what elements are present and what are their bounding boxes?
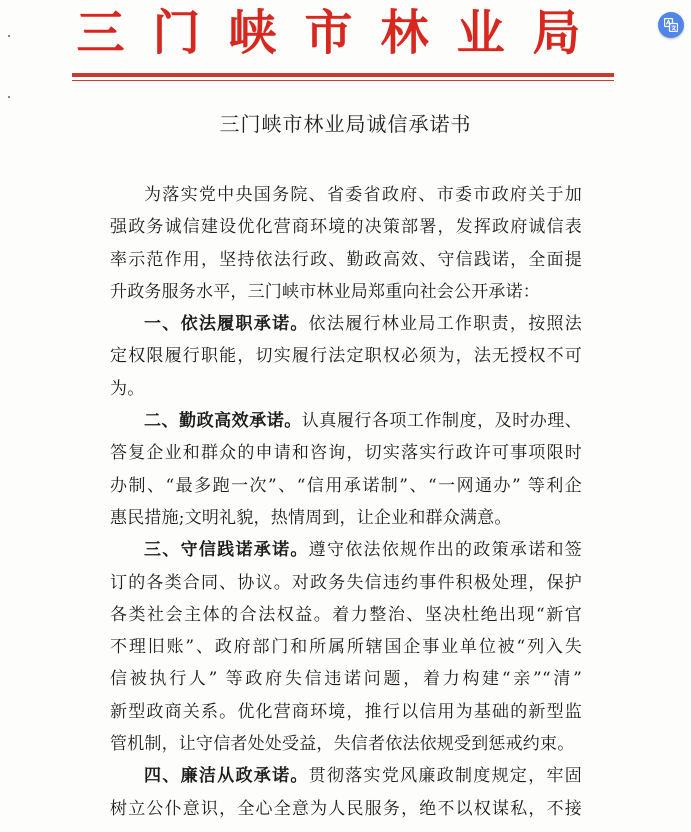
body-line: 惠民措施;文明礼貌，热情周到，让企业和群众满意。 [110,507,512,528]
paragraph-first-line [110,308,582,340]
body-line: 订的各类合同、协议。对政务失信违约事件积极处理，保护 [110,572,582,593]
scan-speck [8,35,10,37]
paragraph-text: 认真履行各项工作制度，及时办理、 [301,411,582,432]
body-line: 树立公仆意识，全心全意为人民服务，绝不以权谋私，不接 [110,798,582,819]
letterhead-rule-thick [72,73,614,77]
paragraph-text: 依法履行林业局工作职责，按照法 [308,314,582,335]
letterhead-rule-thin [72,80,614,81]
paragraph-heading: 四、廉洁从政承诺。 [144,766,309,787]
translate-button[interactable] [658,12,684,38]
scan-speck [8,96,10,98]
document-title: 三门峡市林业局诚信承诺书 [219,112,472,136]
body-line: 不理旧账”、政府部门和所属所辖国企事业单位被“列入失 [110,637,582,658]
body-line: 为。 [110,378,145,399]
body-line: 各类社会主体的合法权益。着力整治、坚决杜绝出现“新官 [110,604,582,625]
body-line: 率示范作用，坚持依法行政、勤政高效、守信践诺，全面提 [110,249,582,270]
translate-icon [664,18,678,32]
paragraph-first-line [110,405,582,437]
body-line: 升政务服务水平，三门峡市林业局郑重向社会公开承诺： [110,281,540,302]
document-body [110,179,582,825]
paragraph-text: 贯彻落实党风廉政制度规定，牢固 [308,766,582,787]
body-line: 办制、“最多跑一次”、“信用承诺制”、“一网通办” 等利企 [110,475,582,496]
paragraph-heading: 一、依法履职承诺。 [144,314,309,335]
body-line: 信被执行人” 等政府失信违诺问题，着力构建“亲”“清” [110,669,582,690]
body-line: 管机制，让守信者处处受益，失信者依法依规受到惩戒约束。 [110,734,575,755]
paragraph-heading: 二、勤政高效承诺。 [144,411,302,432]
paragraph-first-line [110,760,582,792]
paragraph-text: 遵守依法依规作出的政策承诺和签 [308,540,582,561]
body-line: 定权限履行职能，切实履行法定职权必须为，法无授权不可 [110,346,582,367]
paragraph-first-line [110,534,582,566]
letterhead: 三门峡市林业局 [76,5,609,61]
paragraph-heading: 三、守信践诺承诺。 [144,540,309,561]
body-line: 为落实党中央国务院、省委省政府、市委市政府关于加 [144,185,582,205]
body-line: 强政务诚信建设优化营商环境的决策部署，发挥政府诚信表 [110,217,582,238]
body-line: 答复企业和群众的申请和咨询，切实落实行政许可事项限时 [110,443,582,464]
body-line: 新型政商关系。优化营商环境，推行以信用为基础的新型监 [110,701,582,722]
